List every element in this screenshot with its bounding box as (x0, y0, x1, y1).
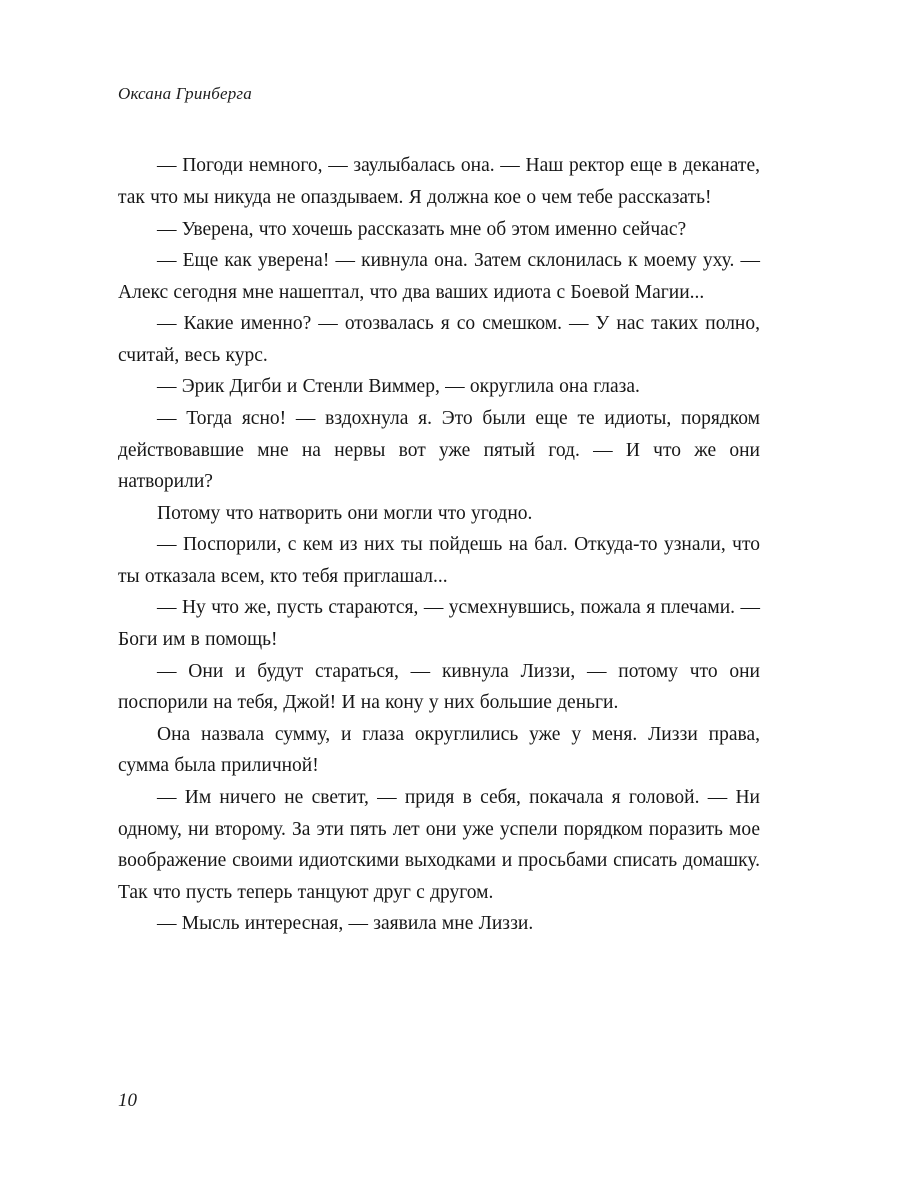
paragraph: — Мысль интересная, — заявила мне Лиззи. (157, 913, 534, 935)
paragraph: — Уверена, что хочешь рассказать мне об этом именно сейчас? (157, 218, 687, 240)
paragraph: — Ну что же, пусть стараются, — усмехнувшись, пожала я плечами. — Боги им в помощь! (118, 597, 760, 651)
page-number: 10 (118, 1090, 137, 1111)
paragraph: — Еще как уверена! — кивнула она. Затем склонилась к моему уху. — Алекс сегодня мне нашептал, что два ваших идиота с Боевой Магии... (118, 250, 760, 303)
paragraph: — Тогда ясно! — вздохнула я. Это были еще те идиоты, порядком действовавшие мне на нервы вот уже пятый год. — И что же они натворили? (118, 408, 760, 493)
paragraph: Она назвала сумму, и глаза округлились уже у меня. Лиззи права, сумма была приличной! (118, 723, 760, 777)
paragraph: Потому что натворить они могли что угодно. (157, 502, 533, 524)
paragraph: — Эрик Дигби и Стенли Виммер, — округлила она глаза. (157, 376, 640, 398)
paragraph: — Погоди немного, — заулыбалась она. — Наш ректор еще в деканате, так что мы никуда не опаздываем. Я должна кое о чем тебе рассказать! (118, 155, 760, 208)
running-head-author: Оксана Гринберга (118, 84, 252, 103)
paragraph: — Им ничего не светит, — придя в себя, покачала я головой. — Ни одному, ни второму. За эти пять лет они уже успели порядком поразить мое воображение своими идиотскими выходками и просьбами списать домашку. Так что пусть теперь танцуют друг с другом. (118, 786, 760, 903)
paragraph: — Какие именно? — отозвалась я со смешком. — У нас таких полно, считай, весь курс. (118, 313, 760, 366)
paragraph: — Поспорили, с кем из них ты пойдешь на бал. Откуда-то узнали, что ты отказала всем, кто тебя приглашал... (118, 534, 760, 587)
body-text (118, 150, 760, 939)
page-content (118, 84, 760, 940)
paragraph: — Они и будут стараться, — кивнула Лиззи, — потому что они поспорили на тебя, Джой! И на кону у них большие деньги. (118, 660, 760, 714)
